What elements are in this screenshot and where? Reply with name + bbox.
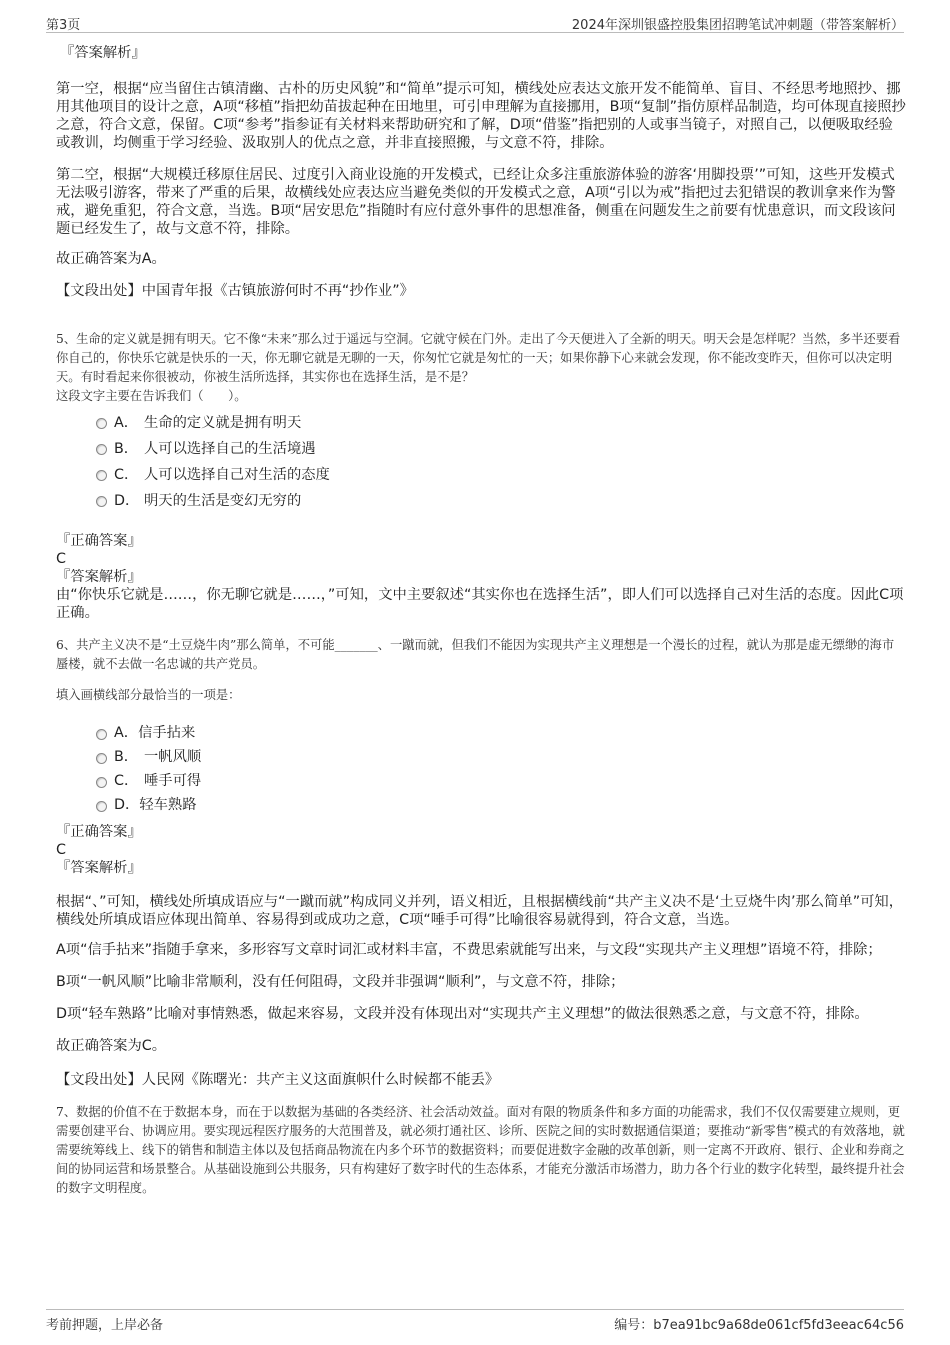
document-code: 编号：b7ea91bc9a68de061cf5fd3eeac64c56 [614,1318,904,1333]
q4-analysis-para2: 第二空，根据“大规模迁移原住居民、过度引入商业设施的开发模式，已经让众多注重旅游体验的游客‘用脚投票’”可知，这些开发模式无法吸引游客，带来了严重的后果，故横线处应表达应当避免类似的开发模式之意，A项“引以为戒”指把过去犯错误的教训拿来作为警戒，避免重犯，符合文意，当选。B项“居安思危”指随时有应付意外事件的思想准备，侧重在问题发生之前要有忧患意识，而文段该问题已经发生了，故与文意不符，排除。 [56,167,896,237]
option-letter: B． [114,749,139,765]
q6-source: 【文段出处】人民网《陈曙光：共产主义这面旗帜什么时候都不能丢》 [56,1072,500,1088]
q6-answer-label: 『正确答案』 [56,824,142,840]
q5-answer-label: 『正确答案』 [56,533,142,549]
q6-analysis-para2: A项“信手拈来”指随手拿来，多形容写文章时词汇或材料丰富，不费思索就能写出来，与文段“实现共产主义理想”语境不符，排除； [56,942,882,958]
q6-option-a[interactable] [56,721,906,745]
page-footer [46,1309,904,1332]
q6-prompt: 填入画横线部分最恰当的一项是： [56,688,241,702]
option-letter: B． [114,441,139,457]
q5-option-b[interactable] [56,436,906,462]
q6-option-c[interactable] [56,769,906,793]
option-letter: D． [114,493,140,509]
q4-conclusion: 故正确答案为A。 [56,251,166,267]
q5-option-d[interactable] [56,488,906,514]
q5-prompt: 这段文字主要在告诉我们（ ）。 [56,389,247,403]
q6-option-b[interactable] [56,745,906,769]
option-text: 一帆风顺 [144,749,202,765]
footer-slogan: 考前押题，上岸必备 [46,1318,164,1333]
radio-button-icon[interactable] [96,418,107,429]
q6-analysis-para3: B项“一帆风顺”比喻非常顺利，没有任何阻碍，文段并非强调“顺利”，与文意不符，排除； [56,974,625,990]
option-text: 生命的定义就是拥有明天 [144,415,302,431]
q5-analysis-label: 『答案解析』 [56,569,142,585]
option-letter: A． [114,725,139,741]
q5-options [56,410,906,514]
q6-analysis-label: 『答案解析』 [56,860,142,876]
option-letter: A． [114,415,139,431]
q6-option-d[interactable] [56,793,906,817]
option-letter: D． [114,797,140,813]
document-title: 2024年深圳银盛控股集团招聘笔试冲刺题（带答案解析） [571,18,904,33]
q6-analysis-para4: D项“轻车熟路”比喻对事情熟悉，做起来容易，文段并没有体现出对“实现共产主义理想”的做法很熟悉之意，与文意不符，排除。 [56,1006,869,1022]
option-text: 人可以选择自己的生活境遇 [144,441,316,457]
option-text: 唾手可得 [144,773,202,789]
radio-button-icon[interactable] [96,777,107,788]
page-number: 第3页 [46,18,81,33]
option-text: 人可以选择自己对生活的态度 [144,467,330,483]
q6-answer: C [56,842,66,858]
page-header [46,12,904,33]
q4-analysis-para1: 第一空，根据“应当留住古镇清幽、古朴的历史风貌”和“简单”提示可知，横线处应表达文旅开发不能简单、盲目、不经思考地照抄、挪用其他项目的设计之意，A项“移植”指把幼苗拔起种在田地里，可引申理解为直接挪用，B项“复制”指仿原样品制造，均可体现直接照抄之意，符合文意，保留。C项“参考”指参证有关材料来帮助研究和了解，D项“借鉴”指把别的人或事当镜子，对照自己，以便吸取经验或教训，均侧重于学习经验、汲取别人的优点之意，并非直接照搬，与文意不符，排除。 [56,81,906,151]
q6-stem: 6、共产主义决不是“土豆烧牛肉”那么简单，不可能_______、一蹴而就，但我们不能因为实现共产主义理想是一个漫长的过程，就认为那是虚无缥缈的海市蜃楼，就不去做一名忠诚的共产党员。 [56,638,895,671]
q5-stem: 5、生命的定义就是拥有明天。它不像“未来”那么过于遥远与空洞。它就守候在门外。走出了今天便进入了全新的明天。明天会是怎样呢？当然，多半还要看你自己的，你快乐它就是快乐的一天，你无聊它就是无聊的一天，你匆忙它就是匆忙的一天；如果你静下心来就会发现，你不能改变昨天，但你可以决定明天。有时看起来你很被动，你被生活所选择，其实你也在选择生活，是不是？ [56,332,901,384]
radio-button-icon[interactable] [96,496,107,507]
q6-options [56,721,906,817]
option-text: 信手拈来 [138,725,196,741]
radio-button-icon[interactable] [96,470,107,481]
radio-button-icon[interactable] [96,801,107,812]
q5-option-a[interactable] [56,410,906,436]
option-letter: C． [114,467,139,483]
option-letter: C． [114,773,139,789]
option-text: 轻车熟路 [139,797,197,813]
page-content [56,44,906,1198]
q4-analysis-label: 『答案解析』 [60,45,146,61]
radio-button-icon[interactable] [96,729,107,740]
q6-conclusion: 故正确答案为C。 [56,1038,167,1054]
q6-analysis-para1: 根据“、”可知，横线处所填成语应与“一蹴而就”构成同义并列，语义相近，且根据横线前“共产主义决不是‘土豆烧牛肉’那么简单”可知，横线处所填成语应体现出简单、容易得到或成功之意，C项“唾手可得”比喻很容易就得到，符合文意，当选。 [56,894,903,928]
radio-button-icon[interactable] [96,444,107,455]
q7-stem: 7、数据的价值不在于数据本身，而在于以数据为基础的各类经济、社会活动效益。面对有限的物质条件和多方面的功能需求，我们不仅仅需要建立规则，更需要创建平台、协调应用。要实现远程医疗服务的大范围普及，就必须打通社区、诊所、医院之间的实时数据通信渠道；要推动“新零售”模式的有效落地，就需要统筹线上、线下的销售和制造主体以及包括商品物流在内多个环节的数据资料；而要促进数字金融的改革创新，则一定离不开政府、银行、企业和券商之间的协同运营和场景整合。从基础设施到公共服务，只有构建好了数字时代的生态体系，才能充分激活市场潜力，助力各个行业的数字化转型，最终提升社会的数字文明程度。 [56,1105,905,1195]
option-text: 明天的生活是变幻无穷的 [144,493,302,509]
radio-button-icon[interactable] [96,753,107,764]
q5-option-c[interactable] [56,462,906,488]
q5-answer: C [56,551,66,567]
q5-analysis: 由“你快乐它就是……，你无聊它就是……，”可知，文中主要叙述“其实你也在选择生活”，即人们可以选择自己对生活的态度。因此C项正确。 [56,587,904,621]
q4-source: 【文段出处】中国青年报《古镇旅游何时不再“抄作业”》 [56,283,414,299]
